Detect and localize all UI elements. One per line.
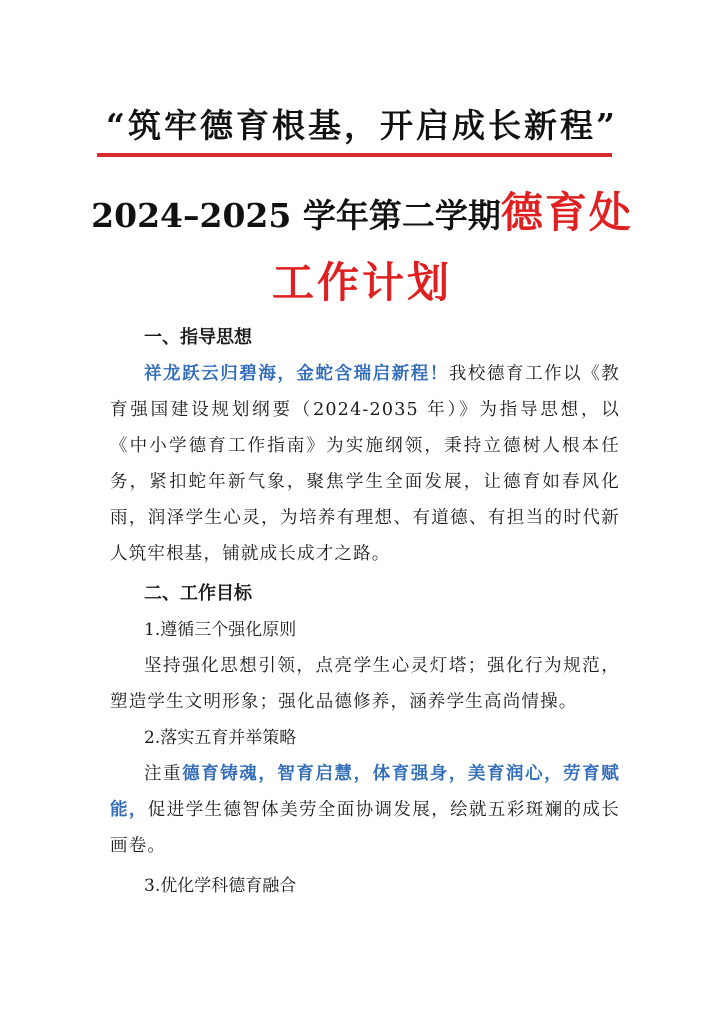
guiding-thought-highlight: 祥龙跃云归碧海，金蛇含瑞启新程！ xyxy=(144,364,449,384)
guiding-thought-paragraph xyxy=(110,356,620,572)
section-heading-work-goals: 二、工作目标 xyxy=(144,583,252,604)
motto-title: “筑牢德育根基，开启成长新程” xyxy=(106,106,618,145)
goal-item-2-text: 促进学生德智体美劳全面协调发展，绘就五彩斑斓的成长画卷。 xyxy=(110,800,620,856)
title-term: 2024–2025 学年第二学期 xyxy=(91,196,501,235)
goal-item-2-highlight: 德育铸魂，智育启慧，体育强身，美育润心，劳育赋能， xyxy=(110,764,620,820)
goal-item-2-prefix: 注重 xyxy=(144,764,183,784)
section-heading-guiding-thought: 一、指导思想 xyxy=(144,327,252,348)
title-department: 德育处 xyxy=(500,188,633,237)
goal-item-1-text: 坚持强化思想引领，点亮学生心灵灯塔；强化行为规范，塑造学生文明形象；强化品德修养，涵养学生高尚情操。 xyxy=(110,656,620,712)
goal-item-2-paragraph xyxy=(110,756,620,864)
guiding-thought-text: 我校德育工作以《教育强国建设规划纲要（2024-2035 年）》为指导思想，以《中小学德育工作指南》为实施纲领，秉持立德树人根本任务，紧扣蛇年新气象，聚焦学生全面发展，让德育如春风化雨，润泽学生心灵，为培养有理想、有道德、有担当的时代新人筑牢根基，铺就成长成才之路。 xyxy=(110,364,620,564)
goal-item-2-title: 2.落实五育并举策略 xyxy=(144,728,297,748)
goal-item-3-title: 3.优化学科德育融合 xyxy=(144,876,297,896)
goal-item-1-title: 1.遵循三个强化原则 xyxy=(144,620,297,640)
main-title-line2: 工作计划 xyxy=(271,258,452,307)
red-divider xyxy=(97,153,612,157)
main-title-line1 xyxy=(0,180,724,240)
document-body xyxy=(110,320,620,904)
